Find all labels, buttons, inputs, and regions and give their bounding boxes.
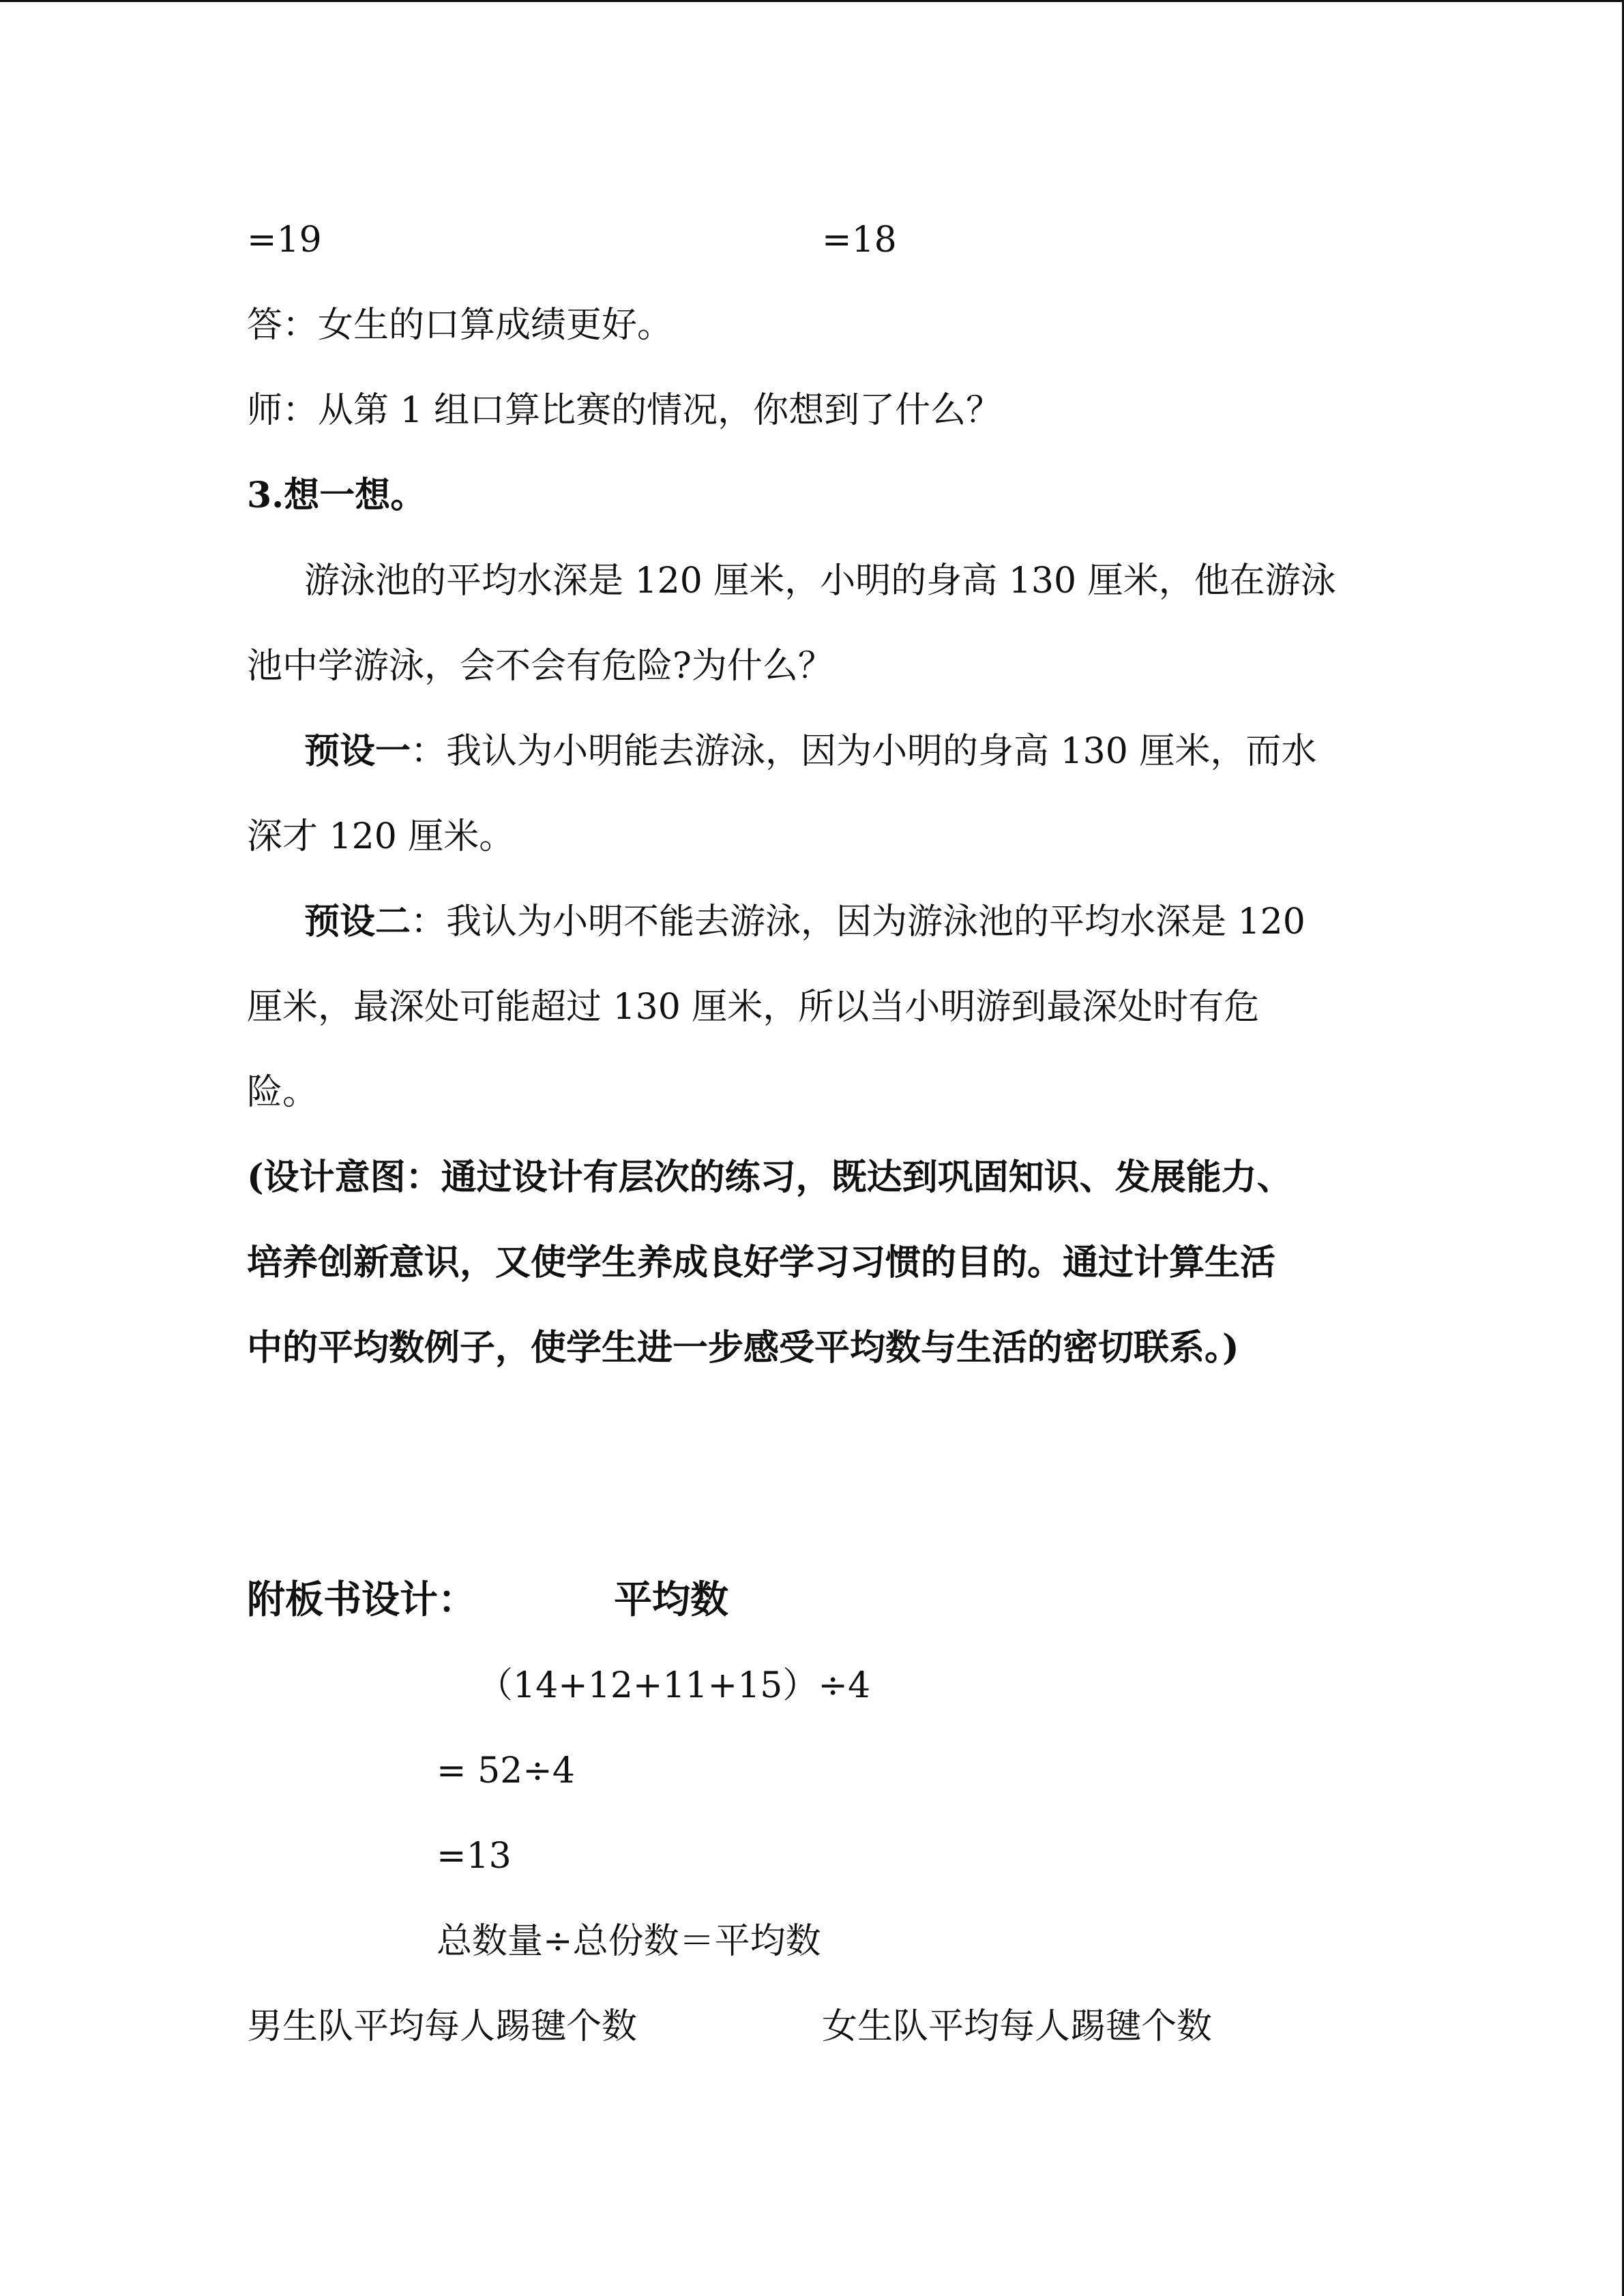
board-title: 平均数 [614,1577,728,1622]
left-calc-result: =19 [247,220,322,260]
girls-team-average: 女生队平均每人踢毽个数 [822,2006,1213,2047]
right-calc-result: =18 [822,220,897,260]
board-expression: （14+12+11+15）÷4 [477,1665,871,1706]
board-design-label: 附板书设计： [247,1577,476,1622]
preset1-line-1 [304,727,1316,776]
preset2-line-2: 厘米，最深处可能超过 130 厘米，所以当小明游到最深处时有危 [247,987,1260,1028]
design-intent-line-3: 中的平均数例子，使学生进一步感受平均数与生活的密切联系。) [247,1327,1239,1369]
preset2-line-3: 险。 [247,1072,319,1113]
preset1-label: 预设一 [304,730,411,772]
board-formula: 总数量÷总份数＝平均数 [437,1921,821,1962]
problem-line-1: 游泳池的平均水深是 120 厘米，小明的身高 130 厘米，他在游泳 [304,561,1336,601]
preset2-text: ：我认为小明不能去游泳，因为游泳池的平均水深是 120 [411,901,1305,942]
section3-heading: 3.想一想。 [247,475,426,516]
problem-line-2: 池中学游泳，会不会有危险?为什么？ [247,646,833,687]
design-intent-line-1: (设计意图：通过设计有层次的练习，既达到巩固知识、发展能力、 [247,1157,1293,1198]
page-top-border [0,0,1624,2]
preset2-label: 预设二 [304,901,411,942]
preset2-line-1 [304,897,1305,946]
answer-line: 答：女生的口算成绩更好。 [247,305,673,346]
teacher-question: 师：从第 1 组口算比赛的情况，你想到了什么？ [247,390,1002,431]
design-intent-line-2: 培养创新意识，又使学生养成良好学习习惯的目的。通过计算生活 [247,1242,1276,1283]
boys-team-average: 男生队平均每人踢毽个数 [247,2006,638,2047]
board-step-1: = 52÷4 [437,1750,575,1791]
preset1-text: ：我认为小明能去游泳，因为小明的身高 130 厘米，而水 [411,731,1317,772]
preset1-line-2: 深才 120 厘米。 [247,816,515,857]
board-step-2: =13 [437,1836,512,1877]
